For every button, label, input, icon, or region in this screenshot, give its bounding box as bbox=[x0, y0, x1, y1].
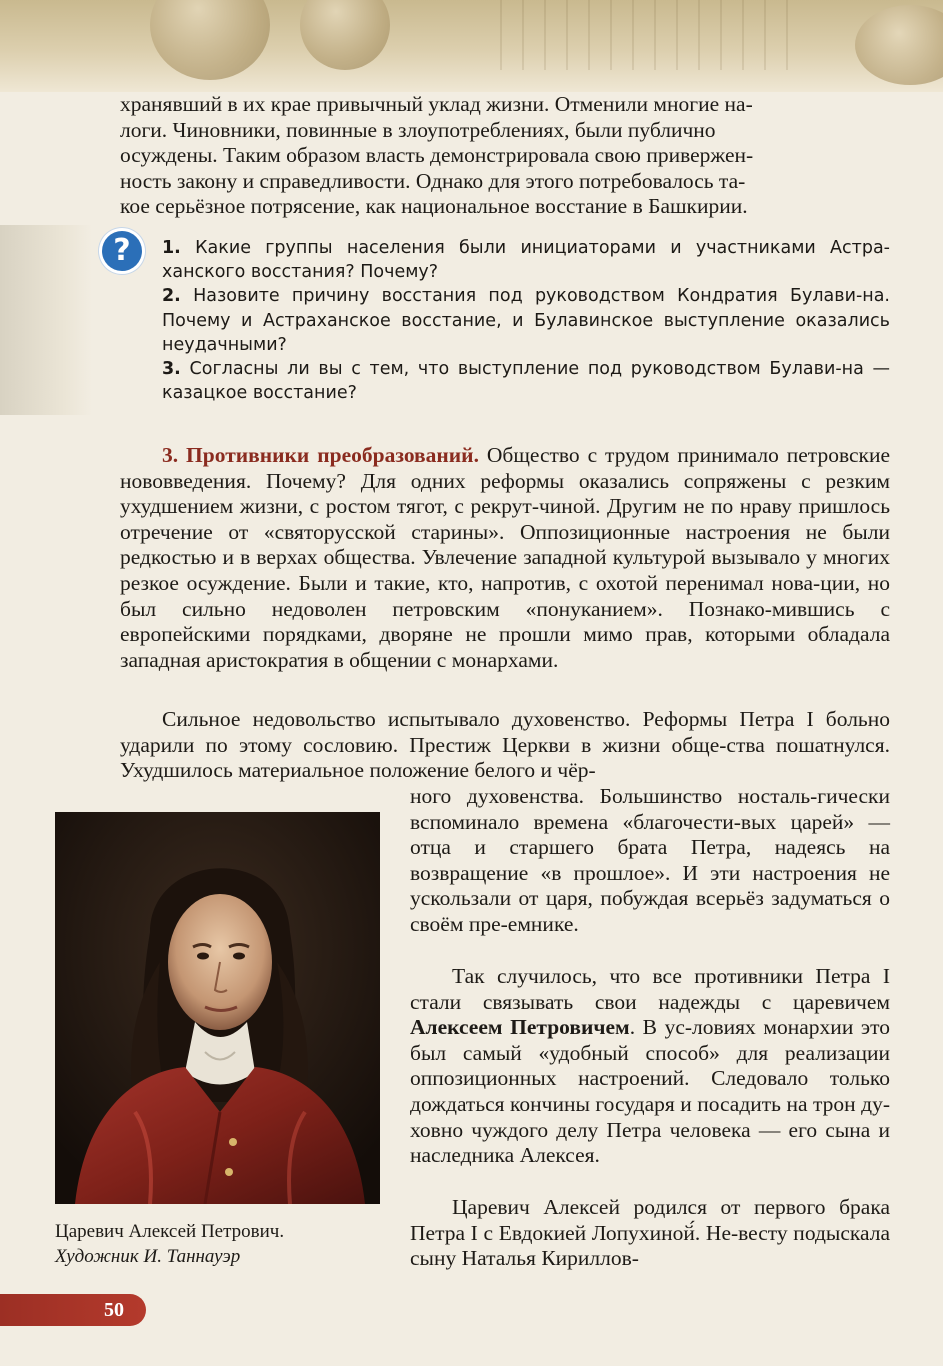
intro-line: логи. Чиновники, повинные в злоупотреблениях, были публично bbox=[120, 117, 716, 142]
portrait-illustration bbox=[55, 812, 380, 1204]
portrait-image bbox=[55, 812, 380, 1204]
section3-paragraph-2: Сильное недовольство испытывало духовенство. Реформы Петра I больно ударили по этому сословию. Престиж Церкви в жизни обще-ства пошатнулся. Ухудшилось материальное положение белого и чёр- bbox=[120, 707, 890, 783]
tsarevich-name: Алексеем Петровичем bbox=[410, 1015, 630, 1040]
section3-paragraph-3-end: . В ус-ловиях монархии это был самый «удобный способ» для реализации оппозиционных настроений. Следовало только дождаться кончины государя и посадить на трон ду-ховно чуждого делу Петра человека — его сына и наследника Алексея. bbox=[410, 1015, 890, 1168]
section3-paragraph-1 bbox=[120, 443, 890, 673]
intro-paragraph bbox=[120, 92, 890, 220]
caption-title: Царевич Алексей Петрович. bbox=[55, 1221, 285, 1242]
question-text: Согласны ли вы с тем, что выступление под руководством Булави-на — казацкое восстание? bbox=[162, 359, 890, 404]
header-coin-right bbox=[855, 5, 943, 85]
section3-paragraph-3 bbox=[410, 964, 890, 1169]
review-questions bbox=[162, 236, 890, 405]
intro-line: кое серьёзное потрясение, как национальное восстание в Башкирии. bbox=[120, 194, 748, 219]
question-number: 3. bbox=[162, 359, 181, 380]
section-heading: 3. Противники преобразований. bbox=[162, 443, 479, 467]
section3-paragraph-3-start: Так случилось, что все противники Петра I стали связывать свои надежды с царевичем bbox=[410, 964, 890, 1014]
page-number: 50 bbox=[104, 1299, 124, 1321]
question-number: 2. bbox=[162, 286, 181, 307]
question-item bbox=[162, 284, 890, 357]
header-bust-mid bbox=[300, 0, 390, 70]
intro-line: хранявший в их крае привычный уклад жизни. Отменили многие на- bbox=[120, 92, 753, 116]
header-decoration bbox=[0, 0, 943, 92]
header-ship-sketch bbox=[500, 0, 800, 70]
section3-paragraph-4: Царевич Алексей родился от первого брака Петра I с Евдокией Лопухиной́. Не-весту подыскала сыну Наталья Кириллов- bbox=[410, 1195, 890, 1271]
question-text: Какие группы населения были инициаторами и участниками Астра-ханского восстания? Почему? bbox=[162, 238, 890, 283]
intro-line: ность закону и справедливости. Однако для этого потребовалось та- bbox=[120, 168, 746, 193]
portrait-caption bbox=[55, 1219, 385, 1269]
section3-paragraph-1-text: Общество с трудом принимало петровские нововведения. Почему? Для одних реформы оказались сопряжены с резким ухудшением жизни, с ростом тягот, с рекрут-чиной. Другим не по нраву пришлось отречение от «святорусской старины». Оппозиционные настроения не были редкостью и в верхах общества. Увлечение западной культурой вызывало у многих резкое осуждение. Были и такие, кто, напротив, с охотой перенимал нова-ции, но был сильно недоволен петровским «понуканием». Познако-мившись с европейскими порядками, дворяне не прошли мимо прав, которыми обладала западная аристократия в общении с монархами. bbox=[120, 443, 891, 672]
question-side-strip bbox=[0, 225, 92, 415]
question-number: 1. bbox=[162, 238, 181, 258]
question-text: Назовите причину восстания под руководством Кондратия Булави-на. Почему и Астраханское восстание, и Булавинское выступление оказались неудачными? bbox=[162, 286, 890, 355]
caption-author: Художник И. Таннауэр bbox=[55, 1246, 241, 1267]
question-item bbox=[162, 236, 890, 284]
question-mark-icon: ? bbox=[102, 231, 142, 271]
intro-line: осуждены. Таким образом власть демонстрировала свою привержен- bbox=[120, 143, 754, 168]
header-bust-left bbox=[150, 0, 270, 80]
question-item bbox=[162, 357, 890, 405]
section3-paragraph-2-wrap: ного духовенства. Большинство носталь-гически вспоминало времена «благочести-вых царей» — отца и старшего брата Петра, надеясь на возвращение «в прошлое». И эти настроения не ускользали от царя, побуждая всерьёз задуматься о своём пре-емнике. bbox=[410, 784, 890, 936]
